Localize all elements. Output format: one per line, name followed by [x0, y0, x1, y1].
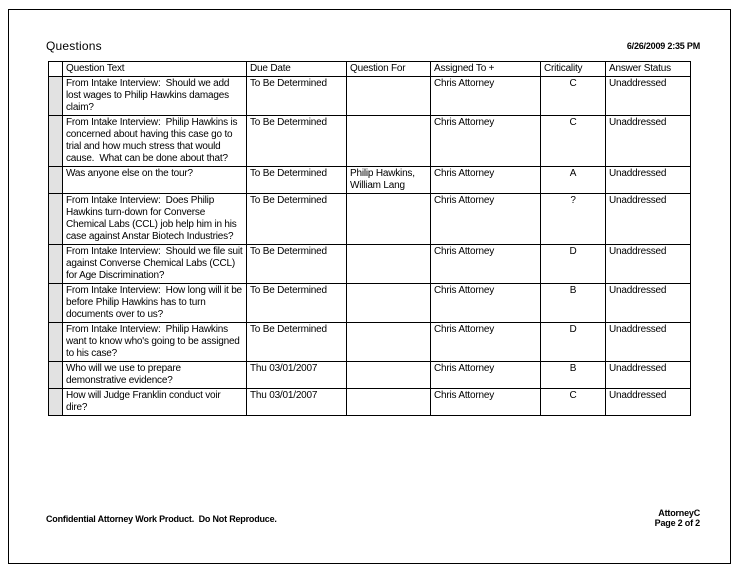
assigned-to-cell: Chris Attorney [431, 245, 541, 284]
criticality-cell: D [541, 245, 606, 284]
assigned-to-cell: Chris Attorney [431, 116, 541, 167]
assigned-to-cell: Chris Attorney [431, 194, 541, 245]
confidentiality-notice: Confidential Attorney Work Product. Do Not Reproduce. [46, 514, 277, 524]
footer-page-number: Page 2 of 2 [654, 518, 700, 528]
question-cell: From Intake Interview: Philip Hawkins is concerned about having this case go to trial and how much stress that would cause. What can be done about that? [63, 116, 247, 167]
question-for-cell [347, 284, 431, 323]
criticality-cell: A [541, 167, 606, 194]
column-header-assigned-to: Assigned To + [431, 62, 541, 77]
row-selector-cell [49, 77, 63, 116]
answer-status-cell: Unaddressed [606, 116, 691, 167]
due-date-cell: To Be Determined [247, 284, 347, 323]
answer-status-cell: Unaddressed [606, 323, 691, 362]
row-selector-cell [49, 167, 63, 194]
question-for-cell [347, 389, 431, 416]
table-row [49, 167, 691, 194]
table-row [49, 116, 691, 167]
due-date-cell: To Be Determined [247, 194, 347, 245]
row-selector-cell [49, 116, 63, 167]
column-header-criticality: Criticality [541, 62, 606, 77]
question-cell: From Intake Interview: Does Philip Hawkins turn-down for Converse Chemical Labs (CCL) job help him in his case against Anstar Biotech Industries? [63, 194, 247, 245]
question-for-cell [347, 116, 431, 167]
question-for-cell [347, 245, 431, 284]
footer-username: AttorneyC [658, 508, 700, 518]
question-for-cell [347, 77, 431, 116]
question-for-cell [347, 194, 431, 245]
criticality-cell: B [541, 284, 606, 323]
answer-status-cell: Unaddressed [606, 167, 691, 194]
assigned-to-cell: Chris Attorney [431, 167, 541, 194]
row-selector-cell [49, 245, 63, 284]
criticality-cell: C [541, 116, 606, 167]
table-row [49, 284, 691, 323]
assigned-to-cell: Chris Attorney [431, 77, 541, 116]
column-header-due-date: Due Date [247, 62, 347, 77]
question-cell: From Intake Interview: Should we file suit against Converse Chemical Labs (CCL) for Age Discrimination? [63, 245, 247, 284]
report-timestamp: 6/26/2009 2:35 PM [626, 41, 700, 51]
answer-status-cell: Unaddressed [606, 362, 691, 389]
table-row [49, 362, 691, 389]
answer-status-cell: Unaddressed [606, 245, 691, 284]
row-selector-cell [49, 323, 63, 362]
answer-status-cell: Unaddressed [606, 389, 691, 416]
answer-status-cell: Unaddressed [606, 77, 691, 116]
row-selector-cell [49, 194, 63, 245]
column-header-answer-status: Answer Status [606, 62, 691, 77]
question-cell: From Intake Interview: Should we add lost wages to Philip Hawkins damages claim? [63, 77, 247, 116]
question-cell: How will Judge Franklin conduct voir dire? [63, 389, 247, 416]
due-date-cell: To Be Determined [247, 245, 347, 284]
question-for-cell [347, 362, 431, 389]
questions-table [48, 61, 691, 416]
row-selector-cell [49, 362, 63, 389]
assigned-to-cell: Chris Attorney [431, 323, 541, 362]
criticality-cell: B [541, 362, 606, 389]
table-row [49, 194, 691, 245]
table-row [49, 389, 691, 416]
question-for-cell: Philip Hawkins, William Lang [347, 167, 431, 194]
criticality-cell: C [541, 77, 606, 116]
assigned-to-cell: Chris Attorney [431, 389, 541, 416]
column-header-question-text: Question Text [63, 62, 247, 77]
question-for-cell [347, 323, 431, 362]
due-date-cell: To Be Determined [247, 323, 347, 362]
footer-right [655, 508, 700, 528]
criticality-cell: ? [541, 194, 606, 245]
questions-table-container [48, 61, 691, 416]
row-selector-cell [49, 389, 63, 416]
criticality-cell: C [541, 389, 606, 416]
question-cell: From Intake Interview: Philip Hawkins want to know who's going to be assigned to his case? [63, 323, 247, 362]
due-date-cell: To Be Determined [247, 116, 347, 167]
due-date-cell: Thu 03/01/2007 [247, 389, 347, 416]
report-page [8, 9, 731, 564]
due-date-cell: To Be Determined [247, 77, 347, 116]
due-date-cell: Thu 03/01/2007 [247, 362, 347, 389]
due-date-cell: To Be Determined [247, 167, 347, 194]
question-cell: Was anyone else on the tour? [63, 167, 247, 194]
answer-status-cell: Unaddressed [606, 194, 691, 245]
table-row [49, 323, 691, 362]
row-selector-cell [49, 284, 63, 323]
select-column-header [49, 62, 63, 77]
question-cell: Who will we use to prepare demonstrative evidence? [63, 362, 247, 389]
criticality-cell: D [541, 323, 606, 362]
header-row [49, 62, 691, 77]
table-row [49, 245, 691, 284]
page-title: Questions [46, 39, 102, 53]
assigned-to-cell: Chris Attorney [431, 284, 541, 323]
column-header-question-for: Question For [347, 62, 431, 77]
assigned-to-cell: Chris Attorney [431, 362, 541, 389]
question-cell: From Intake Interview: How long will it be before Philip Hawkins has to turn documents over to us? [63, 284, 247, 323]
table-row [49, 77, 691, 116]
answer-status-cell: Unaddressed [606, 284, 691, 323]
